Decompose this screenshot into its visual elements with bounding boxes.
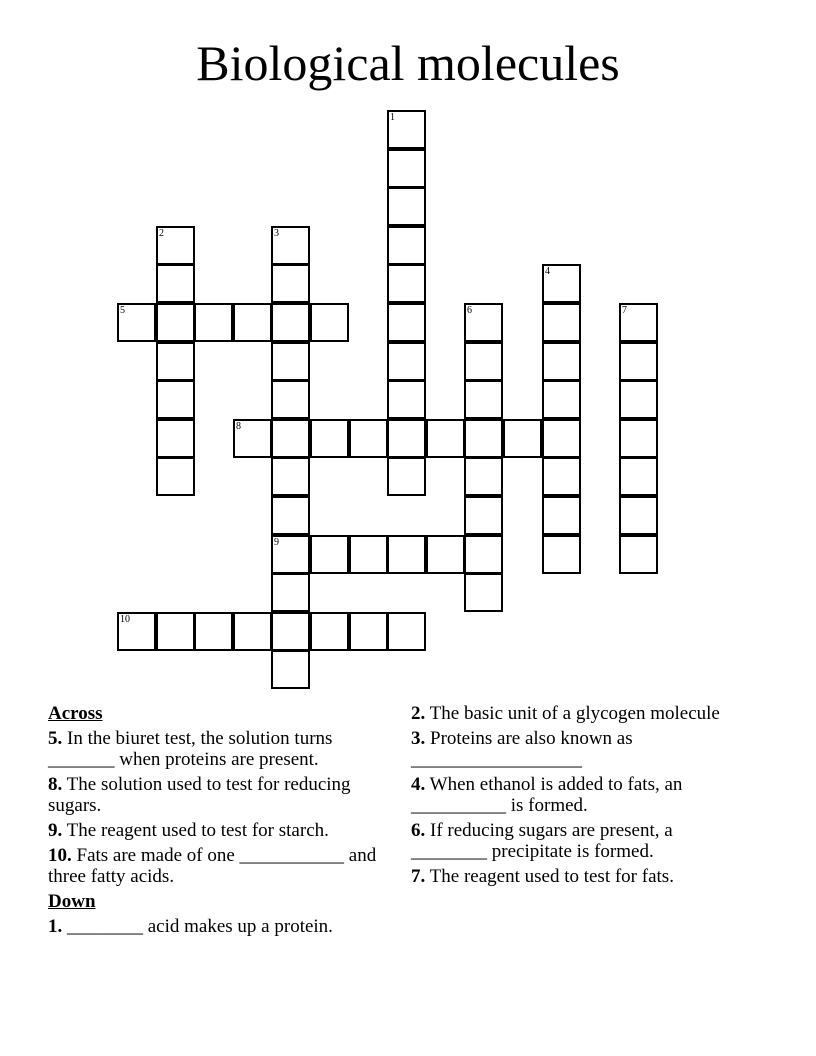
crossword-cell[interactable] [503,419,542,458]
crossword-cell[interactable] [387,264,426,303]
crossword-cell[interactable] [542,380,581,419]
crossword-cell[interactable] [271,612,310,651]
clue-number: 7. [411,866,426,887]
crossword-cell[interactable] [156,303,195,342]
crossword-cell[interactable] [233,303,272,342]
crossword-cell[interactable] [271,457,310,496]
clue-down-6 [411,820,746,862]
across-heading: Across [48,703,103,724]
crossword-cell[interactable] [271,226,310,265]
crossword-cell[interactable] [387,612,426,651]
crossword-cell[interactable] [619,303,658,342]
crossword-cell[interactable] [156,419,195,458]
cell-number: 6 [467,305,472,316]
crossword-cell[interactable] [310,303,349,342]
crossword-cell[interactable] [464,535,503,574]
crossword-cell[interactable] [387,457,426,496]
crossword-cell[interactable] [542,342,581,381]
crossword-cell[interactable] [542,303,581,342]
crossword-cell[interactable] [542,496,581,535]
clue-text: Proteins are also known as __________________ [411,728,633,770]
crossword-cell[interactable] [117,303,156,342]
clue-down-1 [48,916,383,937]
clues-right-column [411,703,746,891]
crossword-cell[interactable] [464,342,503,381]
clue-number: 6. [411,820,426,841]
crossword-cell[interactable] [156,380,195,419]
crossword-cell[interactable] [271,342,310,381]
clue-across-9 [48,820,383,841]
crossword-cell[interactable] [619,496,658,535]
crossword-cell[interactable] [387,303,426,342]
crossword-cell[interactable] [387,419,426,458]
clue-number: 1. [48,916,63,937]
cell-number: 9 [274,537,279,548]
crossword-cell[interactable] [464,573,503,612]
crossword-cell[interactable] [464,380,503,419]
crossword-cell[interactable] [156,226,195,265]
crossword-cell[interactable] [387,226,426,265]
clue-number: 9. [48,820,63,841]
cell-number: 5 [120,305,125,316]
crossword-cell[interactable] [271,496,310,535]
clue-text: ________ acid makes up a protein. [67,916,333,937]
clue-across-8 [48,774,383,816]
crossword-cell[interactable] [271,650,310,689]
clue-number: 2. [411,703,426,724]
crossword-cell[interactable] [156,264,195,303]
clue-number: 3. [411,728,426,749]
cell-number: 4 [545,266,550,277]
crossword-cell[interactable] [310,419,349,458]
cell-number: 7 [622,305,627,316]
crossword-cell[interactable] [542,264,581,303]
crossword-cell[interactable] [349,535,388,574]
crossword-cell[interactable] [349,612,388,651]
crossword-cell[interactable] [387,110,426,149]
crossword-cell[interactable] [426,419,465,458]
crossword-cell[interactable] [194,612,233,651]
crossword-cell[interactable] [387,342,426,381]
clue-text: The solution used to test for reducing sugars. [48,774,351,816]
crossword-cell[interactable] [619,380,658,419]
crossword-cell[interactable] [542,535,581,574]
crossword-cell[interactable] [271,303,310,342]
clue-across-5 [48,728,383,770]
clues-left-column [48,703,383,941]
crossword-cell[interactable] [310,612,349,651]
crossword-cell[interactable] [387,187,426,226]
clue-down-7 [411,866,746,887]
crossword-cell[interactable] [619,419,658,458]
clue-text: Fats are made of one ___________ and three fatty acids. [48,845,377,887]
crossword-cell[interactable] [619,535,658,574]
clue-down-2 [411,703,746,724]
clue-down-3 [411,728,746,770]
crossword-cell[interactable] [619,342,658,381]
crossword-cell[interactable] [464,419,503,458]
crossword-cell[interactable] [619,457,658,496]
clue-text: If reducing sugars are present, a ________ precipitate is formed. [411,820,673,862]
crossword-cell[interactable] [387,149,426,188]
crossword-cell[interactable] [156,612,195,651]
crossword-cell[interactable] [271,573,310,612]
clue-number: 4. [411,774,426,795]
clue-number: 5. [48,728,63,749]
crossword-cell[interactable] [233,612,272,651]
crossword-cell[interactable] [387,380,426,419]
clue-number: 8. [48,774,63,795]
crossword-cell[interactable] [542,419,581,458]
cell-number: 10 [120,614,130,625]
crossword-cell[interactable] [117,612,156,651]
page-title: Biological molecules [196,35,620,91]
crossword-cell[interactable] [464,457,503,496]
crossword-cell[interactable] [426,535,465,574]
crossword-cell[interactable] [194,303,233,342]
crossword-cell[interactable] [387,535,426,574]
crossword-cell[interactable] [349,419,388,458]
crossword-cell[interactable] [464,496,503,535]
crossword-cell[interactable] [542,457,581,496]
cell-number: 2 [159,228,164,239]
down-heading: Down [48,891,96,912]
clue-down-4 [411,774,746,816]
cell-number: 3 [274,228,279,239]
crossword-cell[interactable] [156,342,195,381]
clue-number: 10. [48,845,72,866]
clue-text: The reagent used to test for starch. [66,820,329,841]
crossword-cell[interactable] [271,380,310,419]
crossword-cell[interactable] [156,457,195,496]
clue-text: The basic unit of a glycogen molecule [429,703,720,724]
crossword-cell[interactable] [310,535,349,574]
crossword-cell[interactable] [464,303,503,342]
cell-number: 8 [236,421,241,432]
clue-text: When ethanol is added to fats, an __________ is formed. [411,774,683,816]
crossword-cell[interactable] [271,535,310,574]
crossword-cell[interactable] [271,419,310,458]
crossword-cell[interactable] [233,419,272,458]
clue-text: In the biuret test, the solution turns _______ when proteins are present. [48,728,333,770]
clue-text: The reagent used to test for fats. [429,866,674,887]
crossword-cell[interactable] [271,264,310,303]
cell-number: 1 [390,112,395,123]
clue-across-10 [48,845,383,887]
